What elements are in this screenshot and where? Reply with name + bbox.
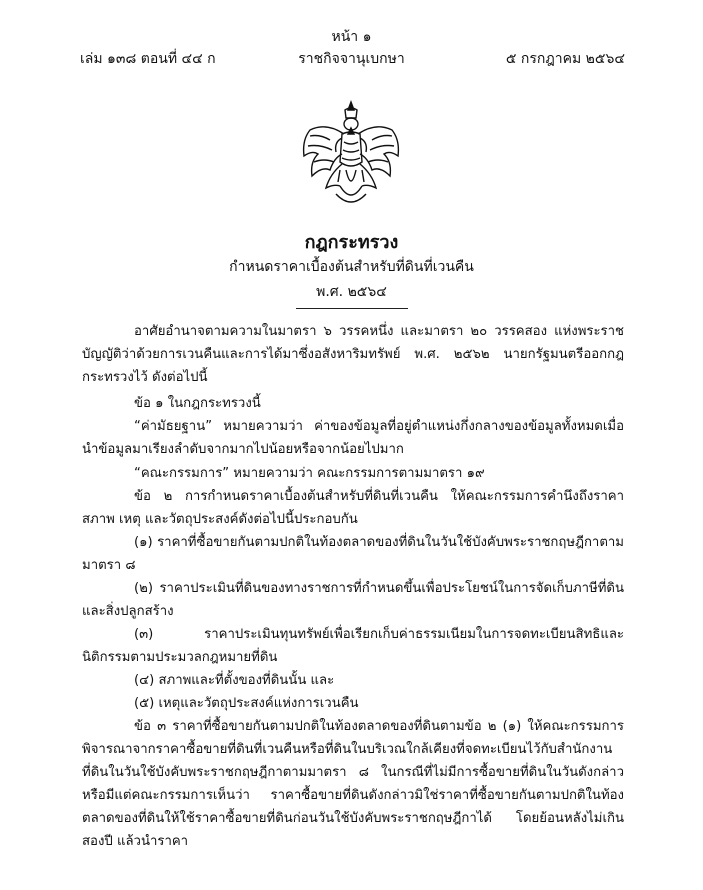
title-divider <box>296 308 408 309</box>
volume-issue: เล่ม ๑๓๘ ตอนที่ ๔๔ ก <box>80 51 216 67</box>
document-title: กฎกระทรวง <box>304 232 399 253</box>
publication-name: ราชกิจจานุเบกษา <box>298 51 405 67</box>
clause-2: ข้อ ๒ การกำหนดราคาเบื้องต้นสำหรับที่ดินที่เวนคืน ให้คณะกรรมการคำนึงถึงราคา สภาพ เหตุ และวัตถุประสงค์ดังต่อไปนี้ประกอบกัน <box>82 489 624 527</box>
clause-2-item-4: (๔) สภาพและที่ตั้งของที่ดินนั้น และ <box>134 673 335 688</box>
document-year: พ.ศ. ๒๕๖๔ <box>316 284 387 300</box>
document-subtitle: กำหนดราคาเบื้องต้นสำหรับที่ดินที่เวนคืน <box>229 259 474 275</box>
page-number: หน้า ๑ <box>331 29 372 45</box>
clause-2-item-2: (๒) ราคาประเมินที่ดินของทางราชการที่กำหนดขึ้นเพื่อประโยชน์ในการจัดเก็บภาษีที่ดินและสิ่งปลูกสร้าง <box>82 581 624 619</box>
clause-2-item-1: (๑) ราคาที่ซื้อขายกันตามปกติในท้องตลาดของที่ดินในวันใช้บังคับพระราชกฤษฎีกาตามมาตรา ๘ <box>82 535 624 573</box>
publication-date: ๕ กรกฎาคม ๒๕๖๔ <box>505 51 625 67</box>
clause-3: ข้อ ๓ ราคาที่ซื้อขายกันตามปกติในท้องตลาดของที่ดินตามข้อ ๒ (๑) ให้คณะกรรมการพิจารณาจากราคาซื้อขายที่ดินที่เวนคืนหรือที่ดินในบริเวณใกล้เคียงที่จดทะเบียนไว้กับสำนักงานที่ดินในวันใช้บังคับพระราชกฤษฎีกาตามมาตรา ๘ ในกรณีที่ไม่มีการซื้อขายที่ดินในวันดังกล่าว หรือมีแต่คณะกรรมการเห็นว่า ราคาซื้อขายที่ดินดังกล่าวมิใช่ราคาที่ซื้อขายกันตามปกติในท้องตลาดของที่ดินให้ใช้ราคาซื้อขายที่ดินก่อนวันใช้บังคับพระราชกฤษฎีกาได้ โดยย้อนหลังไม่เกินสองปี แล้วนำราคา <box>82 719 624 849</box>
clause-1: ข้อ ๑ ในกฎกระทรวงนี้ <box>134 396 261 411</box>
definition-median: “ค่ามัธยฐาน” หมายความว่า ค่าของข้อมูลที่อยู่ตำแหน่งกึ่งกลางของข้อมูลทั้งหมดเมื่อนำข้อมูลมาเรียงลำดับจากมากไปน้อยหรือจากน้อยไปมาก <box>82 419 624 457</box>
clause-2-item-3: (๓) ราคาประเมินทุนทรัพย์เพื่อเรียกเก็บค่าธรรมเนียมในการจดทะเบียนสิทธิและนิติกรรมตามประมวลกฎหมายที่ดิน <box>82 627 624 665</box>
garuda-emblem-icon <box>296 100 406 212</box>
clause-2-item-5: (๕) เหตุและวัตถุประสงค์แห่งการเวนคืน <box>134 696 359 711</box>
definition-committee: “คณะกรรมการ” หมายความว่า คณะกรรมการตามมาตรา ๑๙ <box>134 466 485 481</box>
preamble-paragraph: อาศัยอำนาจตามความในมาตรา ๖ วรรคหนึ่ง และมาตรา ๒๐ วรรคสอง แห่งพระราชบัญญัติว่าด้วยการเวนคืนและการได้มาซึ่งอสังหาริมทรัพย์ พ.ศ. ๒๕๖๒ นายกรัฐมนตรีออกกฎกระทรวงไว้ ดังต่อไปนี้ <box>82 324 624 385</box>
